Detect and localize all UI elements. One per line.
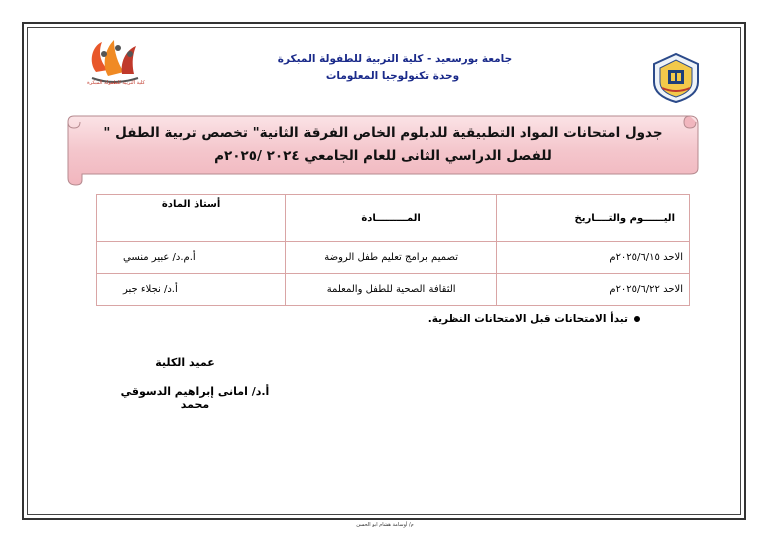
- dean-title: عميد الكلية: [155, 356, 215, 369]
- row-date: الاحد ٢٠٢٥/٦/١٥م: [497, 242, 690, 274]
- dean-name: أ.د/ امانى إبراهيم الدسوقي محمد: [120, 385, 270, 411]
- row-subject: تصميم برامج تعليم طفل الروضة: [286, 242, 497, 274]
- exam-schedule-title: جدول امتحانات المواد التطبيقية للدبلوم الخاص الفرقة الثانية" تخصص تربية الطفل ": [103, 125, 663, 141]
- row-professor: أ.م.د/ عبير منسي: [97, 242, 286, 274]
- row-professor: أ.د/ نجلاء جبر: [97, 274, 286, 306]
- table-row: [97, 274, 690, 306]
- note-text: تبدأ الامتحانات قبل الامتحانات النظرية.: [427, 313, 628, 325]
- header-subject: المـــــــــادة: [286, 195, 497, 242]
- university-name: جامعة بورسعيد - كلية التربية للطفولة المبكرة: [277, 53, 513, 65]
- exam-schedule-table: [96, 194, 690, 306]
- faculty-logo-caption: كلية التربية للطفولة المبكرة: [87, 80, 145, 86]
- footer-credit: م/ أوسامة هشام ابو الحسن: [356, 522, 414, 528]
- unit-name: وحدة تكنولوجيا المعلومات: [325, 70, 460, 82]
- table-row: [97, 242, 690, 274]
- header-date: اليــــــوم والتــــاريخ: [497, 195, 690, 242]
- header-professor: أستاذ المادة: [97, 195, 286, 242]
- table-header-row: [97, 195, 690, 242]
- row-date: الاحد ٢٠٢٥/٦/٢٢م: [497, 274, 690, 306]
- bullet-icon: [634, 316, 640, 322]
- university-logo: [650, 52, 702, 104]
- exam-schedule-subtitle: للفصل الدراسي الثانى للعام الجامعي ٢٠٢٤ /٢٠٢٥م: [214, 148, 552, 164]
- exam-note: [420, 313, 640, 325]
- row-subject: الثقافة الصحية للطفل والمعلمة: [286, 274, 497, 306]
